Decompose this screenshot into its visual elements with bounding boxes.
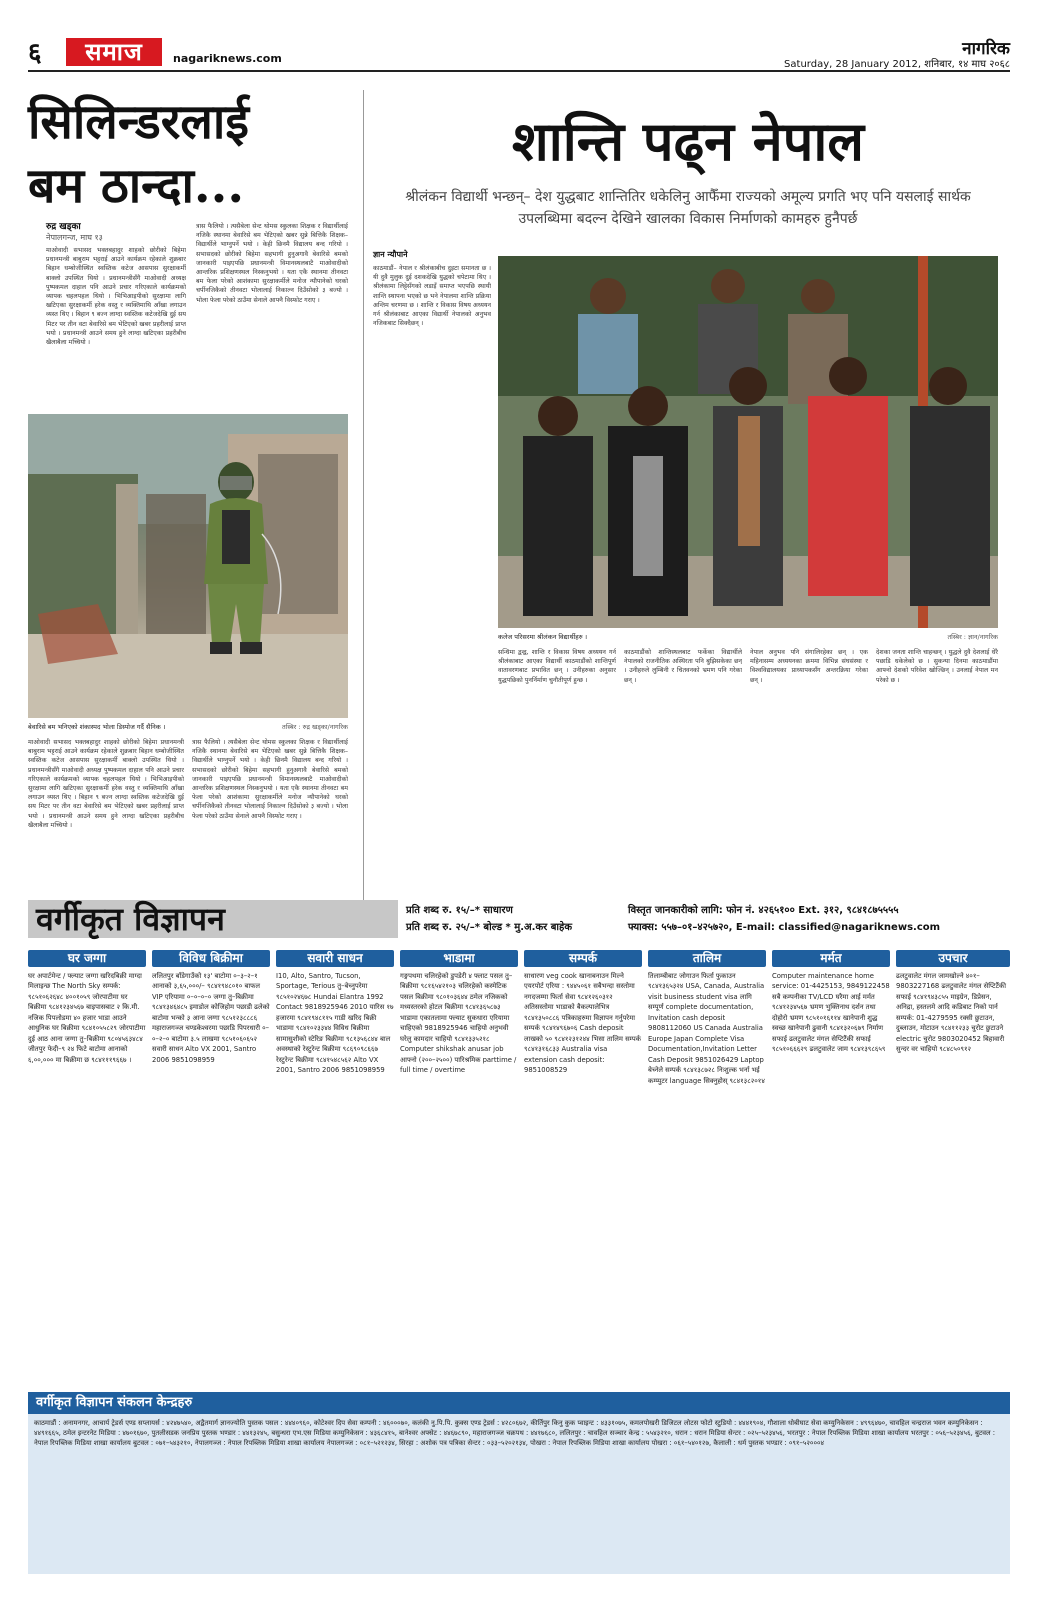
classified-heading: उपचार [896, 950, 1010, 967]
classified-column-1 [28, 946, 146, 1386]
classified-column-4 [400, 946, 518, 1386]
classified-heading: भाडामा [400, 950, 518, 967]
rate-regular: प्रति शब्द रु. १५/–* साधारण [406, 905, 513, 916]
contact-email[interactable]: फ्याक्स: ५५७–०१–४२५७२०, E-mail: classified@nagariknews.com [628, 922, 941, 933]
story1-headline-line2: बम ठान्दा... [28, 158, 245, 214]
story2-body-col3: काठमाडौंको शान्तिस्थलबाट फर्केका विद्यार्थीले नेपालको राजनीतिक अस्थिरता पनि बुझिसकेका छन् । उनीहरुले लुम्बिनी र चितवनको भ्रमण पनि गरेका छन् । [624, 649, 742, 684]
classified-text: Computer maintenance home service: 01-4425153, 9849122458 सबै कम्पनीका TV/LCD घरैमा आई मर्मत ९८४१२३४५६७ भ्रमण भुक्तिनाथ दर्शन तथा दोहोरो भ्रमण ९८५१०१६११४ खानेपानी शुद्ध स्वच्छ खानेपानी ढुवानी ९८४१३२०६७९ निर्माण सफाई ढलटुवालेट मंगल सेप्टिटैंकी सफाई ९८५१०६६६२९ ढलटुवालेट जाम ९८४१३९८६५९ [772, 971, 890, 1053]
story1-photo [28, 414, 348, 718]
story1-body-col2: त्रास फैलियो । त्यसैबेला सेन्ट थोमस स्कुलका शिक्षक र विद्यार्थीलाई नजिकै स्थानमा बेवारिसे बम भेटिएको खबर सुन्ने बित्तिकै शिक्षक–विद्यार्थीले भाग्नुपर्ने भयो । केही छिनमै विद्यालय बन्द गरियो । सभासदको छोरीको बिहेमा सहभागी हुनुअगावै बेवारिसे बमको जानकारी पाइएपछि प्रधानमन्त्री विमानस्थलबाटै माओवादीको आन्तरिक प्रशिक्षणस्थल निस्कनुभयो । यता एकै स्थानमा तीनवटा बम फेला परेको आशंकामा सुरक्षाकर्मीले मनोज न्यौपानेको घरको चर्पीनजिकैको तीनवटा भोलालाई निकाल्न दिउँसोको ३ बज्यो । भोला फेला परेको ठाउँमा सेनाले आफ्नै विस्फोट गराए । [196, 223, 348, 304]
classified-heading: सवारी साधन [276, 950, 394, 967]
classified-column-8 [896, 946, 1010, 1386]
story2-photo-credit: तस्बिर : ज्ञान/नागरिक [947, 633, 998, 641]
story1-byline: रुद्र खड्का [46, 222, 81, 232]
story2-body-col4: नेपाल अनुभव पनि संगालिरहेका छन् । एक महिनासम्म अध्ययनका क्रममा विभिन्न संघसंस्था र विश्वविद्यालयका प्राध्यापकसँग अन्तरक्रिया गरेका छन् । [750, 649, 868, 684]
classified-text: ढलटुवालेट मंगल जामखोल्ने ४०१– 9803227168 ढलटुवालेट मंगल सेप्टिटैंकी सफाई ९८४१९४३८५५ माइग्रेन, डिप्रेसन, अनिद्रा, हस्तलमे आदि कडिबाट निको पार्न सम्पर्क: 01-4279595 रक्सी छुटाउन, दुब्लाउन, मोटाउन ९८४११२३३ चुरोट छुटाउने electric चुरोट 9803020452 बिहावारी सुन्दर वर चाहियो ९८४८५०९१२ [896, 971, 1006, 1053]
story1-body-col1: माओवादी सभासद भक्तबहादुर शाहको छोरीको बिहेमा प्रधानमन्त्री बाबुराम भट्टराई आउने कार्यक्रम रहेकाले शुक्रबार बिहान धम्बोजीस्थित स्वस्तिक कटेज आसपास सुरक्षाकर्मी बाक्लो उपस्थित थियो । प्रधानमन्त्रीसँगै माओवादी अध्यक्ष पुष्पकमल दाहाल पनि आउने प्रचार गरिएकाले कार्यक्रमको व्यापक चहलपहल थियो । भिभिआइपीको सुरक्षामा लागि खटिएका सुरक्षाकर्मी हरेक वस्तु र व्यक्तिमाथि आँखा लगाउन व्यस्त थिए । बिहान ९ बज्न लाग्दा स्वस्तिक कटेजदेखि दुई सय मिटर पर तीन वटा बेवारिसे बम भेटिएको खबर प्रहरीलाई प्राप्त भयो । प्रधानमन्त्री आउने समय हुने लाग्दा खटिएका प्रहरीबीच खैलाबैला मच्चियो । [46, 247, 186, 347]
classified-text: I10, Alto, Santro, Tucson, Sportage, Terious तु–बेच्नुपरेमा ९८५१०२४६७८ Hundai Elantra 1992 Contact 9818925946 2010 यारिस १७ हजारमा ९८४१९४८११५ गाडी खरिद बिक्री भाडामा ९८४१०२३३४४ विविध बिक्रीमा सामासुशीको स्टेरिङ बिक्रीमा ९८१३५६८४४ बाल अवस्थाको रेस्टुरेन्ट बिक्रीमा ९८६९०९८६६७ रेस्टुरेन्ट बिक्रीमा ९८४१५४८५६२ Alto VX 2001, Santro 2006 9851098959 [276, 971, 394, 1074]
page-number: ६ [28, 38, 42, 68]
collection-centers-box [28, 1392, 1010, 1574]
story2-byline: ज्ञान न्यौपाने [373, 250, 408, 259]
masthead: नागरिक [962, 39, 1010, 59]
classified-heading: सम्पर्क [524, 950, 642, 967]
story2-body-col5: देशका जनता शान्ति चाहन्छन् । युद्धले दुवै देशलाई धेरै पछाडि धकेलेको छ । सुकन्या दिनमा काठमाडौंमा आफ्नो देशको परिवेश खोज्छिन् । उनलाई नेपाल मन परेको छ । [876, 649, 998, 684]
classified-heading: मर्मत [772, 950, 890, 967]
page-header [28, 34, 1010, 72]
classified-column-7 [772, 946, 890, 1386]
issue-date: Saturday, 28 January 2012, शनिबार, १४ माघ २०६८ [784, 59, 1010, 70]
contact-phone: विस्तृत जानकारीको लागि: फोन नं. ४२६५१०० Ext. ३१२, ९८४१८७५५५५ [628, 905, 899, 916]
bomb-disposal-photo-illustration [28, 414, 348, 718]
story1-headline [28, 90, 348, 218]
classified-text: तिलाम्बीबाट जोगाउन फिर्ता फुकाउन ९८४१३६५३२४ USA, Canada, Australia visit business student visa लागि सम्पूर्ण complete documentation, Invitation cash deposit 9808112060 US Canada Australia Europe Japan Complete Visa Documentation,Invitation Letter Cash Deposit 9851026429 Laptop बेच्नेले सम्पर्क ९८४१३८७२८ निःशुल्क भर्ना भई कम्प्युटर language सिक्नुहोस् ९८४१३८२०१४ [648, 971, 765, 1085]
classified-text: साधारण veg cook खानाबनाउन मिल्ने एयरपोर्ट एरिया : ९४४५०६१ सबैभन्दा सस्तोमा नगदजम्मा फिर्ता सेवा ९८४१२६०३१२ अतिसस्तोमा भाडाको बैकल्पालेभित्र ९८४१३५०८८६ पत्रिकाहरुमा विज्ञापन गर्नुपरेमा सम्पर्क ९८४१४९६७०६ Cash deposit लाखको ५० ९८४१२३१२४४ भिसा तालिम सम्पर्क ९८४१३१६८३३ Australia visa extension cash deposit: 9851008529 [524, 971, 641, 1074]
story2-body-col1: काठमाडौं– नेपाल र श्रीलंकाबीच दुइटा समानता छ । यी दुवै मुलुक दुई दशकदेखि युद्धको चपेटामा थिए । श्रीलंकामा लिट्टेसँगको लडाइँ समाप्त भएपछि स्थायी शान्ति स्थापना भएको छ भने नेपालमा शान्ति प्रक्रिया अन्तिम चरणमा छ । शान्ति र विकास विषय अध्ययन गर्न श्रीलंकाबाट आएका विद्यार्थी नेपालको अनुभव नजिकबाट सिक्दैछन् । [373, 265, 491, 328]
classified-heading: विविध बिक्रीमा [152, 950, 270, 967]
story1-photo-credit: तस्बिर : रुद्र खड्का/नागरिक [282, 723, 348, 731]
classified-text: गङ्गपथमा चलिरहेको डुपडेरी ४ फ्लाट पसल तु–बिक्रीमा ९८१६५४२१०३ चलिरहेको कस्मेटिक पसल बिक्रीमा ९८०१०३६४४ ठमेल नजिकको मध्यस्तरको होटल बिक्रीमा ९८४१३६५८७३ भाडामा एकातलामा फ्ल्याट सुकधारा एरियामा चाहिएको 9818925946 चाहियो अनुभवी घरेलु कामदार चाहियो ९८४१३३५२१८ Computer shikshak anusar job आफ्नो (२००–२५००) पारिश्रमिक parttime / full time / overtime [400, 971, 517, 1074]
classified-heading: तालिम [648, 950, 766, 967]
classified-column-2 [152, 946, 270, 1386]
story2-headline: शान्ति पढ्न नेपाल [512, 109, 864, 173]
story2-photo [498, 256, 998, 628]
story1-photo-caption: बेवारिसे बम भनिएको शंकास्पद भोला डिस्पोज गर्दै सैनिक । [28, 723, 166, 731]
classified-column-6 [648, 946, 766, 1386]
story1-body-col4: त्रास फैलियो । त्यसैबेला सेन्ट थोमस स्कुलका शिक्षक र विद्यार्थीलाई नजिकै स्थानमा बेवारिसे बम भेटिएको खबर सुन्ने बित्तिकै शिक्षक–विद्यार्थीले भाग्नुपर्ने भयो । केही छिनमै विद्यालय बन्द गरियो । सभासदको छोरीको बिहेमा सहभागी हुनुअगावै बेवारिसे बमको जानकारी पाइएपछि प्रधानमन्त्री विमानस्थलबाटै माओवादीको आन्तरिक प्रशिक्षणस्थल निस्कनुभयो । यता एकै स्थानमा तीनवटा बम फेला परेको आशंकामा सुरक्षाकर्मीले मनोज न्यौपानेको घरको चर्पीनजिकैको तीनवटा भोलालाई निकाल्न दिउँसोको ३ बज्यो । भोला फेला परेको ठाउँमा सेनाले आफ्नै विस्फोट गराए । [192, 739, 348, 820]
column-divider [363, 90, 364, 910]
story1-body-col3: माओवादी सभासद भक्तबहादुर शाहको छोरीको बिहेमा प्रधानमन्त्री बाबुराम भट्टराई आउने कार्यक्रम रहेकाले शुक्रबार बिहान धम्बोजीस्थित स्वस्तिक कटेज आसपास सुरक्षाकर्मी बाक्लो उपस्थित थियो । प्रधानमन्त्रीसँगै माओवादी अध्यक्ष पुष्पकमल दाहाल पनि आउने प्रचार गरिएकाले कार्यक्रमको व्यापक चहलपहल थियो । भिभिआइपीको सुरक्षामा लागि खटिएका सुरक्षाकर्मी हरेक वस्तु र व्यक्तिमाथि आँखा लगाउन व्यस्त थिए । बिहान ९ बज्न लाग्दा स्वस्तिक कटेजदेखि दुई सय मिटर पर तीन वटा बेवारिसे बम भेटिएको खबर प्रहरीलाई प्राप्त भयो । प्रधानमन्त्री आउने समय हुने लाग्दा खटिएका प्रहरीबीच खैलाबैला मच्चियो । [28, 739, 184, 829]
collection-centers-text: काठमाडौं : अनामनगर, आचार्य ट्रेडर्स एण्ड सप्लायर्स : ४२४७५४०, अद्वैतमार्ग ज्ञानज्योति पुस्तक पसल : ४४४०९६०, कोटेश्वर दिप सेवा कम्पनी : ४६०००७०, कलंकी नु.पि.पि. कुक्स एण्ड ट्रेडर्स : ४२८०६७२, कीर्तिपुर किनु कुक प्वाइन्ट : ४३३१०७५, कमलपोखरी डिजिटल लोटस फोटो स्टुडियो : ४४४१९०४, गौशाला धोबीघाट सेवा कम्युनिकेसन : ४९९६४७०, चावहिल चन्द्रराज भवन कम्युनिकेसन : ४४९१६६५, ठमेल इन्टरनेट मिडिया : ४७०१६७०, पुतलीसडक जनप्रिय पुस्तक भण्डार : ४४१३२४५, बसुन्धरा एभ.एस मिडिया कम्युनिकेसन : ४३६८४१५, बानेश्वर अफ्सेट : ४४६७८९०, महाराजगञ्ज चक्रपथ : ४४१७६८०, ललितपुर : चावहिल सञ्चार केन्द्र : ५५४३२१०, धरान : धरान मिडिया सेन्टर : ०२५–५२३४५६, भरतपुर : नेपाल रिपब्लिक मिडिया शाखा कार्यालय भरतपुर : ०५६–५२३४५६, बुटवल : नेपाल रिपब्लिक मिडिया शाखा कार्यालय बुटवल : ०७१–५४३२१०, नेपालगञ्ज : नेपाल रिपब्लिक मिडिया शाखा कार्यालय नेपालगञ्ज : ०८१–५२१२३४, सिरहा : अशोक पत्र पत्रिका सेन्टर : ०३३–५२०२१३४, पोखरा : नेपाल रिपब्लिक मिडिया शाखा कार्यालय पोखरा : ०६१–५४०१२७, कैलाली : धर्म पुस्तक भण्डार : ०९१–५२०००४ [34, 1419, 996, 1448]
classifieds-title: वर्गीकृत विज्ञापन [28, 900, 398, 938]
classified-heading: घर जग्गा [28, 950, 146, 967]
classified-column-5 [524, 946, 642, 1386]
classified-column-3 [276, 946, 394, 1386]
classifieds-banner [28, 900, 1010, 940]
story2-deck: श्रीलंकन विद्यार्थी भन्छन्– देश युद्धबाट शान्तितिर धकेलिनु आफैँमा राज्यको अमूल्य प्रगति भए पनि यसलाई सार्थक उपलब्धिमा बदल्न देखिने खालका विकास निर्माणको कामहरु हुनैपर्छ [405, 189, 971, 227]
section-label: समाज [66, 38, 162, 66]
rate-bold: प्रति शब्द रु. २५/–* बोल्ड * मु.अ.कर बाहेक [406, 922, 573, 933]
story1-headline-line1: सिलिन्डरलाई [28, 94, 249, 150]
classified-text: घर अपार्टमेन्ट / फ्ल्याट जग्गा खरिदबिक्री माग्दा मिलाइन्छ The North Sky सम्पर्क: ९८५१०६२६४८ ४००१०५९ जोरपाटीमा घर बिक्रीमा ९८४१२३४५६७ बाइपासबाट २ कि.मी. नजिक पिपलोडमा ४० हजार भाडा आउने आधुनिक घर बिक्रीमा ९८४१०५५८२९ जोरपाटीमा दुई आठ आना जग्गा तु–बिक्रीमा ९८०४५६३४८४ जीतपुर फेदी–९ २४ फिटे बाटोमा आनाको ६,००,००० मा बिक्रीमा छ ९८४१११९६६७ । [28, 971, 146, 1064]
classifieds-contact [628, 902, 940, 936]
students-group-photo-illustration [498, 256, 998, 628]
story2-photo-caption: कलेज परिसरमा श्रीलंकन विद्यार्थीहरु । [498, 633, 588, 641]
classified-text: ललितपुर बाँडेगाउँको १३' बाटोमा ०–३–२–१ आनाको ३,६५,०००/– ९८४१९४८०१० बाफल VIP एरियामा ०–०–०–० जग्गा तु–बिक्रीमा ९८४१३४६४८५ इमाडोल कोजिहोम पछाडी ढलेको बाटोमा भन्को ३ आना जग्गा ९८५१२३८८८६ महाराजगञ्ज चण्डकेश्वरमा पछाडि पिपरधारी ०–०–२–० बाटोमा ३.५ लाखमा ९८५१०६०६५२ सवारी साधन Alto VX 2001, Santro 2006 9851098959 [152, 971, 270, 1064]
site-url[interactable]: nagariknews.com [173, 52, 282, 65]
story2-body-col2: सन्धिमा द्वन्द्व, शान्ति र विकास विषय अध्ययन गर्न श्रीलंकाबाट आएका विद्यार्थी काठमाडौंको शान्तिपूर्ण वातावरणबाट प्रभावित छन् । उनीहरुका अनुसार युद्धपछिको पुनर्निर्माण चुनौतीपूर्ण हुन्छ । [498, 649, 616, 684]
collection-centers-title: वर्गीकृत विज्ञापन संकलन केन्द्रहरु [28, 1392, 1010, 1414]
story1-dateline: नेपालगन्ज, माघ १३ [46, 233, 103, 242]
newspaper-page [28, 34, 1010, 1584]
classifieds-rates [406, 902, 572, 936]
